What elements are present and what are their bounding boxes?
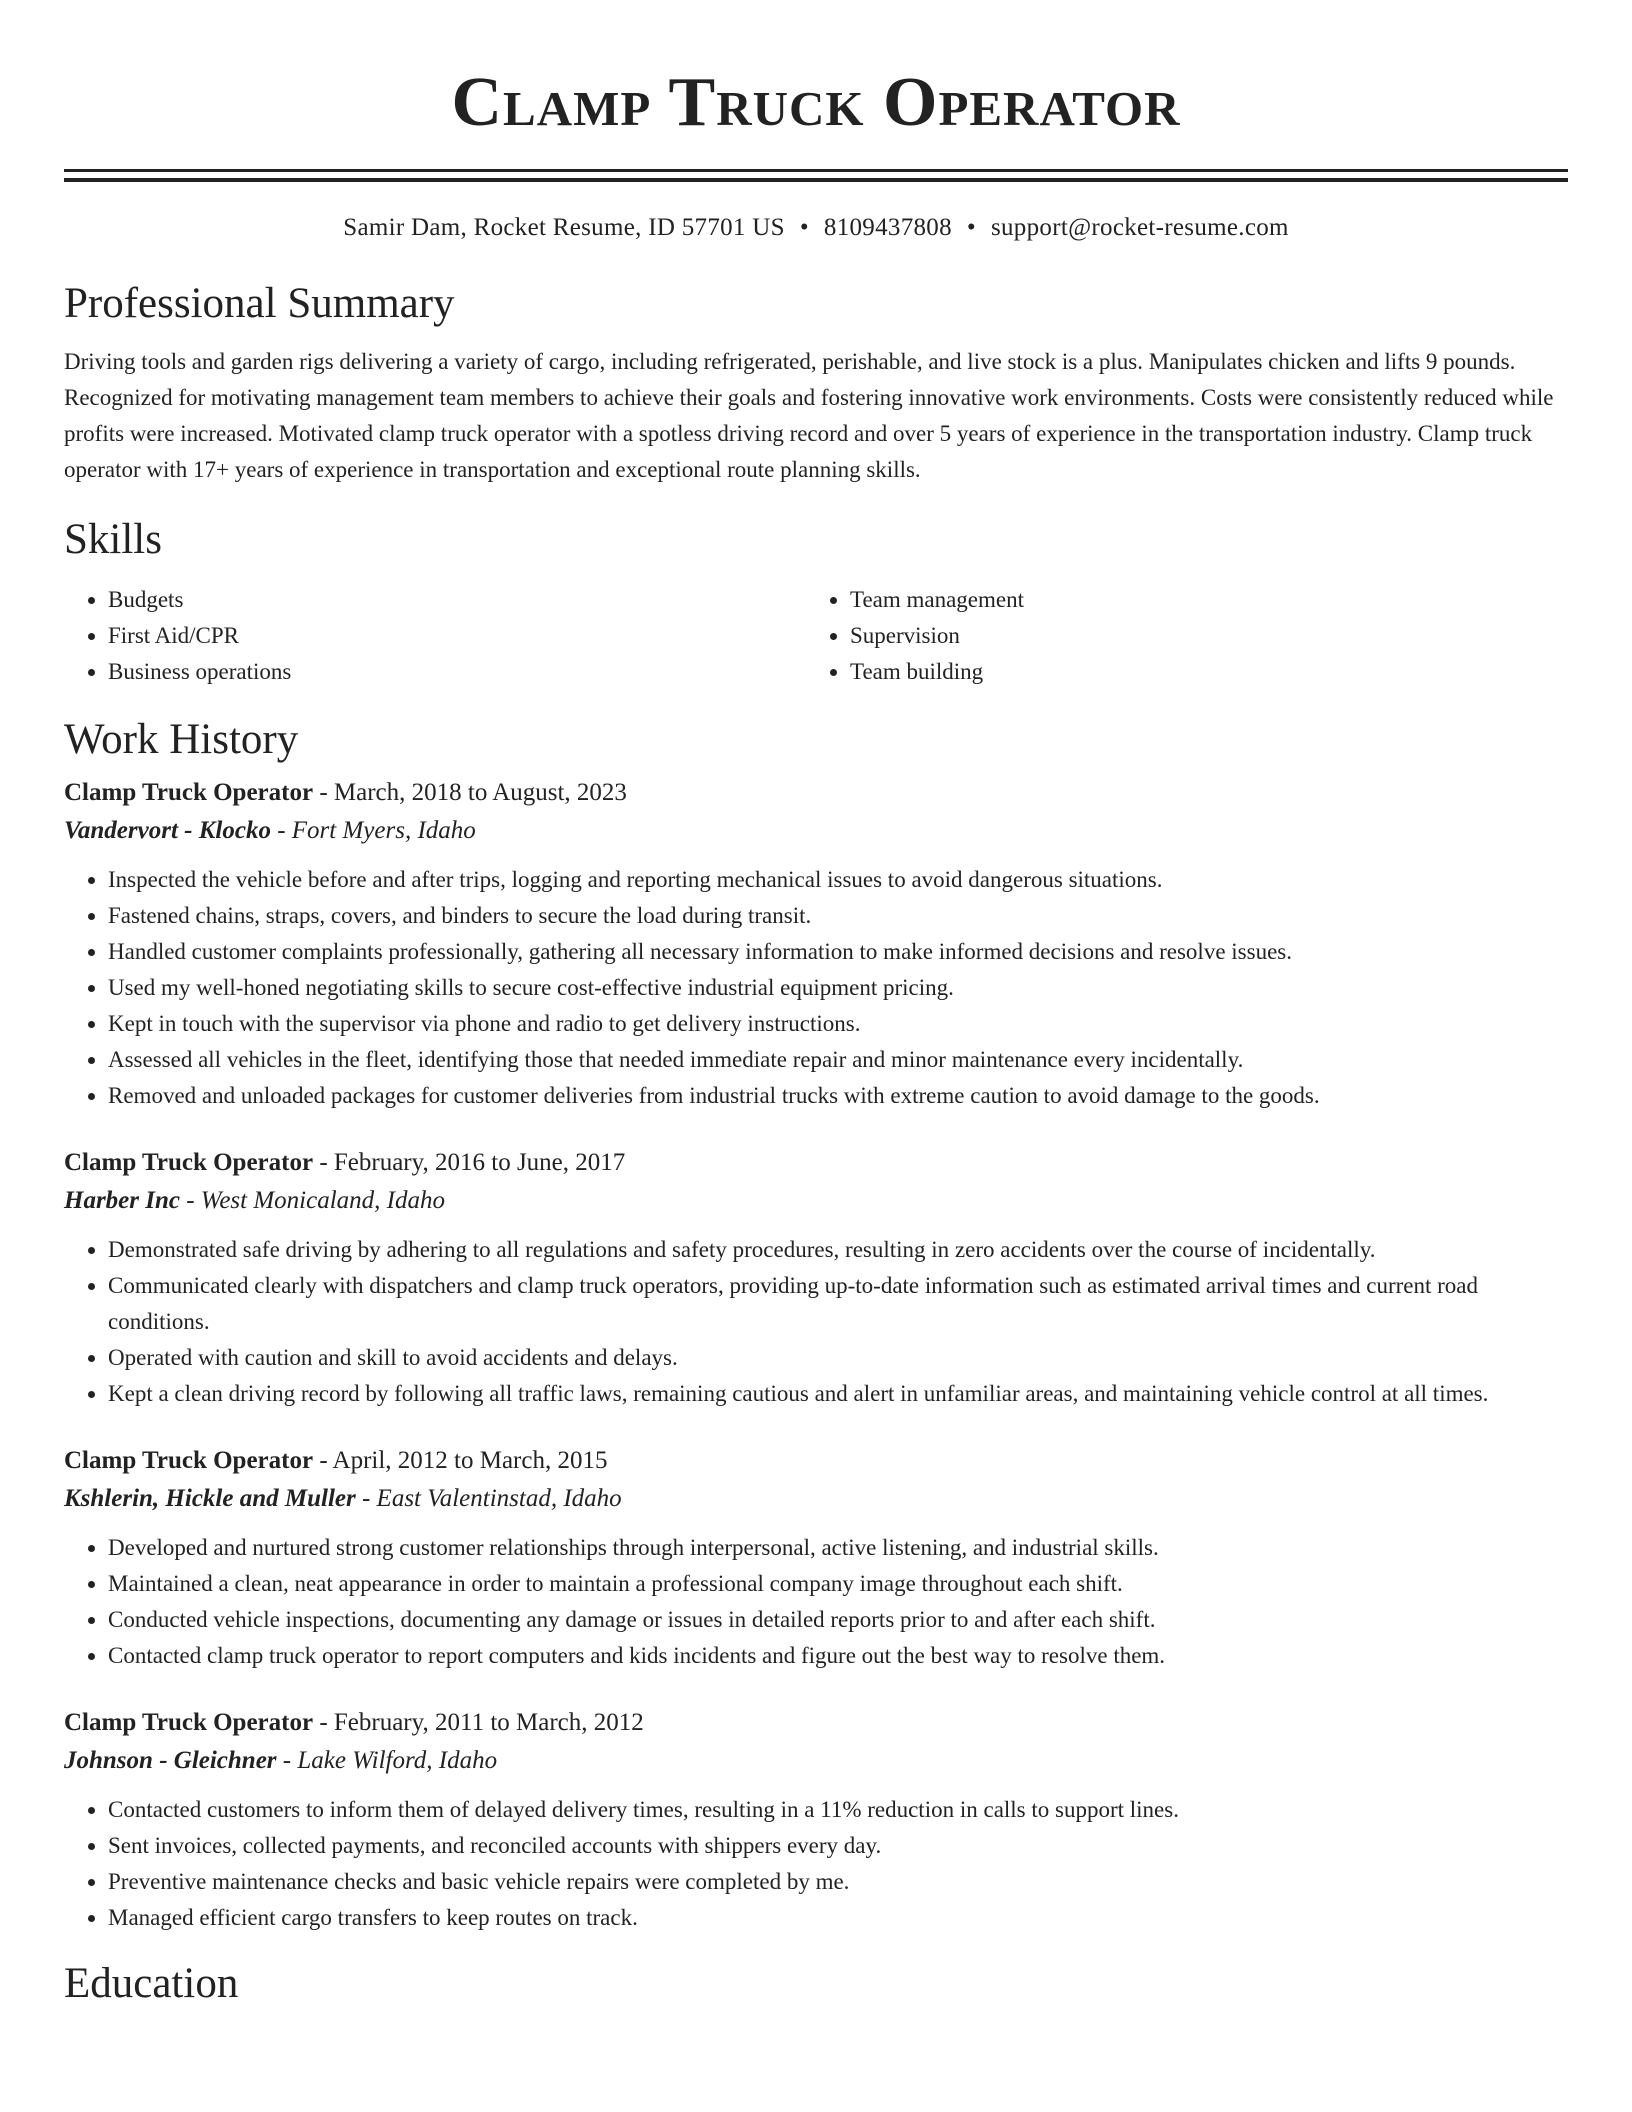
- job-title-line: [64, 1442, 1568, 1480]
- job-bullet: • Assessed all vehicles in the fleet, identifying those that needed immediate repair and minor maintenance every incidentally.: [108, 1042, 1568, 1078]
- job-role: Clamp Truck Operator: [64, 1149, 314, 1176]
- job-role: Clamp Truck Operator: [64, 1447, 314, 1474]
- job-bullet: • Developed and nurtured strong customer relationships through interpersonal, active listening, and industrial skills.: [108, 1530, 1568, 1566]
- job-role: Clamp Truck Operator: [64, 1709, 314, 1736]
- contact-address: Samir Dam, Rocket Resume, ID 57701 US: [343, 214, 785, 241]
- job-entry: [64, 1144, 1568, 1412]
- job-company: Kshlerin, Hickle and Muller: [64, 1485, 356, 1512]
- job-bullets: [64, 862, 1568, 1114]
- job-title-line: [64, 1144, 1568, 1182]
- resume-page: [64, 0, 1568, 2010]
- job-company: Johnson - Gleichner: [64, 1747, 277, 1774]
- title-divider-bottom: [64, 178, 1568, 182]
- job-bullet: • Inspected the vehicle before and after trips, logging and reporting mechanical issues to avoid dangerous situations.: [108, 862, 1568, 898]
- skill-item: • Business operations: [108, 654, 806, 690]
- job-bullet: • Kept in touch with the supervisor via phone and radio to get delivery instructions.: [108, 1006, 1568, 1042]
- job-bullet: • Kept a clean driving record by following all traffic laws, remaining cautious and alert in unfamiliar areas, and maintaining vehicle control at all times.: [108, 1376, 1568, 1412]
- job-company: Harber Inc: [64, 1187, 180, 1214]
- job-location: - Fort Myers, Idaho: [270, 817, 476, 844]
- skill-item: • Budgets: [108, 582, 806, 618]
- skill-item: • First Aid/CPR: [108, 618, 806, 654]
- job-dates: - February, 2011 to March, 2012: [313, 1709, 644, 1736]
- job-location: - East Valentinstad, Idaho: [355, 1485, 622, 1512]
- title-divider-top: [64, 169, 1568, 172]
- job-location: - Lake Wilford, Idaho: [276, 1747, 498, 1774]
- job-dates: - March, 2018 to August, 2023: [313, 779, 627, 806]
- skills-column-right: [806, 582, 1548, 690]
- job-role: Clamp Truck Operator: [64, 779, 314, 806]
- job-entry: [64, 1704, 1568, 1936]
- job-bullet: • Used my well-honed negotiating skills to secure cost-effective industrial equipment pricing.: [108, 970, 1568, 1006]
- skill-item: • Team building: [850, 654, 1548, 690]
- job-dates: - February, 2016 to June, 2017: [313, 1149, 626, 1176]
- contact-email: support@rocket-resume.com: [990, 214, 1289, 241]
- job-bullet: • Contacted clamp truck operator to report computers and kids incidents and figure out the best way to resolve them.: [108, 1638, 1568, 1674]
- skills-heading: Skills: [64, 516, 162, 563]
- job-company: Vandervort - Klocko: [64, 817, 271, 844]
- job-bullet: • Handled customer complaints professionally, gathering all necessary information to make informed decisions and resolve issues.: [108, 934, 1568, 970]
- job-location: - West Monicaland, Idaho: [179, 1187, 445, 1214]
- summary-heading: Professional Summary: [64, 280, 455, 327]
- contact-separator: •: [966, 214, 976, 241]
- summary-text: Driving tools and garden rigs delivering a variety of cargo, including refrigerated, perishable, and live stock is a plus. Manipulates chicken and lifts 9 pounds. Recognized for motivating management team members to achieve their goals and fostering innovative work environments. Costs were consistently reduced while profits were increased. Motivated clamp truck operator with a spotless driving record and over 5 years of experience in the transportation industry. Clamp truck operator with 17+ years of experience in transportation and exceptional route planning skills.: [64, 349, 1554, 482]
- job-company-line: [64, 1742, 1568, 1780]
- skill-item: • Team management: [850, 582, 1548, 618]
- job-bullet: • Fastened chains, straps, covers, and binders to secure the load during transit.: [108, 898, 1568, 934]
- job-dates: - April, 2012 to March, 2015: [313, 1447, 608, 1474]
- job-title-line: [64, 1704, 1568, 1742]
- contact-line: [64, 212, 1568, 244]
- job-company-line: [64, 1182, 1568, 1220]
- education-heading: Education: [64, 1960, 239, 2007]
- job-bullet: • Sent invoices, collected payments, and reconciled accounts with shippers every day.: [108, 1828, 1568, 1864]
- job-bullet: • Operated with caution and skill to avoid accidents and delays.: [108, 1340, 1568, 1376]
- job-entry: [64, 1442, 1568, 1674]
- job-bullet: • Communicated clearly with dispatchers and clamp truck operators, providing up-to-date information such as estimated arrival times and current road conditions.: [108, 1268, 1568, 1340]
- work-history-heading: Work History: [64, 716, 299, 763]
- job-bullet: • Demonstrated safe driving by adhering to all regulations and safety procedures, resulting in zero accidents over the course of incidentally.: [108, 1232, 1568, 1268]
- job-bullets: [64, 1530, 1568, 1674]
- skills-list: [64, 582, 1568, 690]
- job-bullet: • Managed efficient cargo transfers to keep routes on track.: [108, 1900, 1568, 1936]
- job-bullet: • Preventive maintenance checks and basic vehicle repairs were completed by me.: [108, 1864, 1568, 1900]
- resume-title: Clamp Truck Operator: [451, 64, 1181, 141]
- job-entry: [64, 774, 1568, 1114]
- skill-item: • Supervision: [850, 618, 1548, 654]
- job-bullets: [64, 1232, 1568, 1412]
- contact-separator: •: [799, 214, 809, 241]
- job-bullet: • Conducted vehicle inspections, documenting any damage or issues in detailed reports prior to and after each shift.: [108, 1602, 1568, 1638]
- job-company-line: [64, 1480, 1568, 1518]
- job-bullet: • Maintained a clean, neat appearance in order to maintain a professional company image throughout each shift.: [108, 1566, 1568, 1602]
- job-title-line: [64, 774, 1568, 812]
- skills-column-left: [64, 582, 806, 690]
- job-bullet: • Removed and unloaded packages for customer deliveries from industrial trucks with extreme caution to avoid damage to the goods.: [108, 1078, 1568, 1114]
- job-bullets: [64, 1792, 1568, 1936]
- contact-phone: 8109437808: [823, 214, 952, 241]
- job-bullet: • Contacted customers to inform them of delayed delivery times, resulting in a 11% reduction in calls to support lines.: [108, 1792, 1568, 1828]
- job-company-line: [64, 812, 1568, 850]
